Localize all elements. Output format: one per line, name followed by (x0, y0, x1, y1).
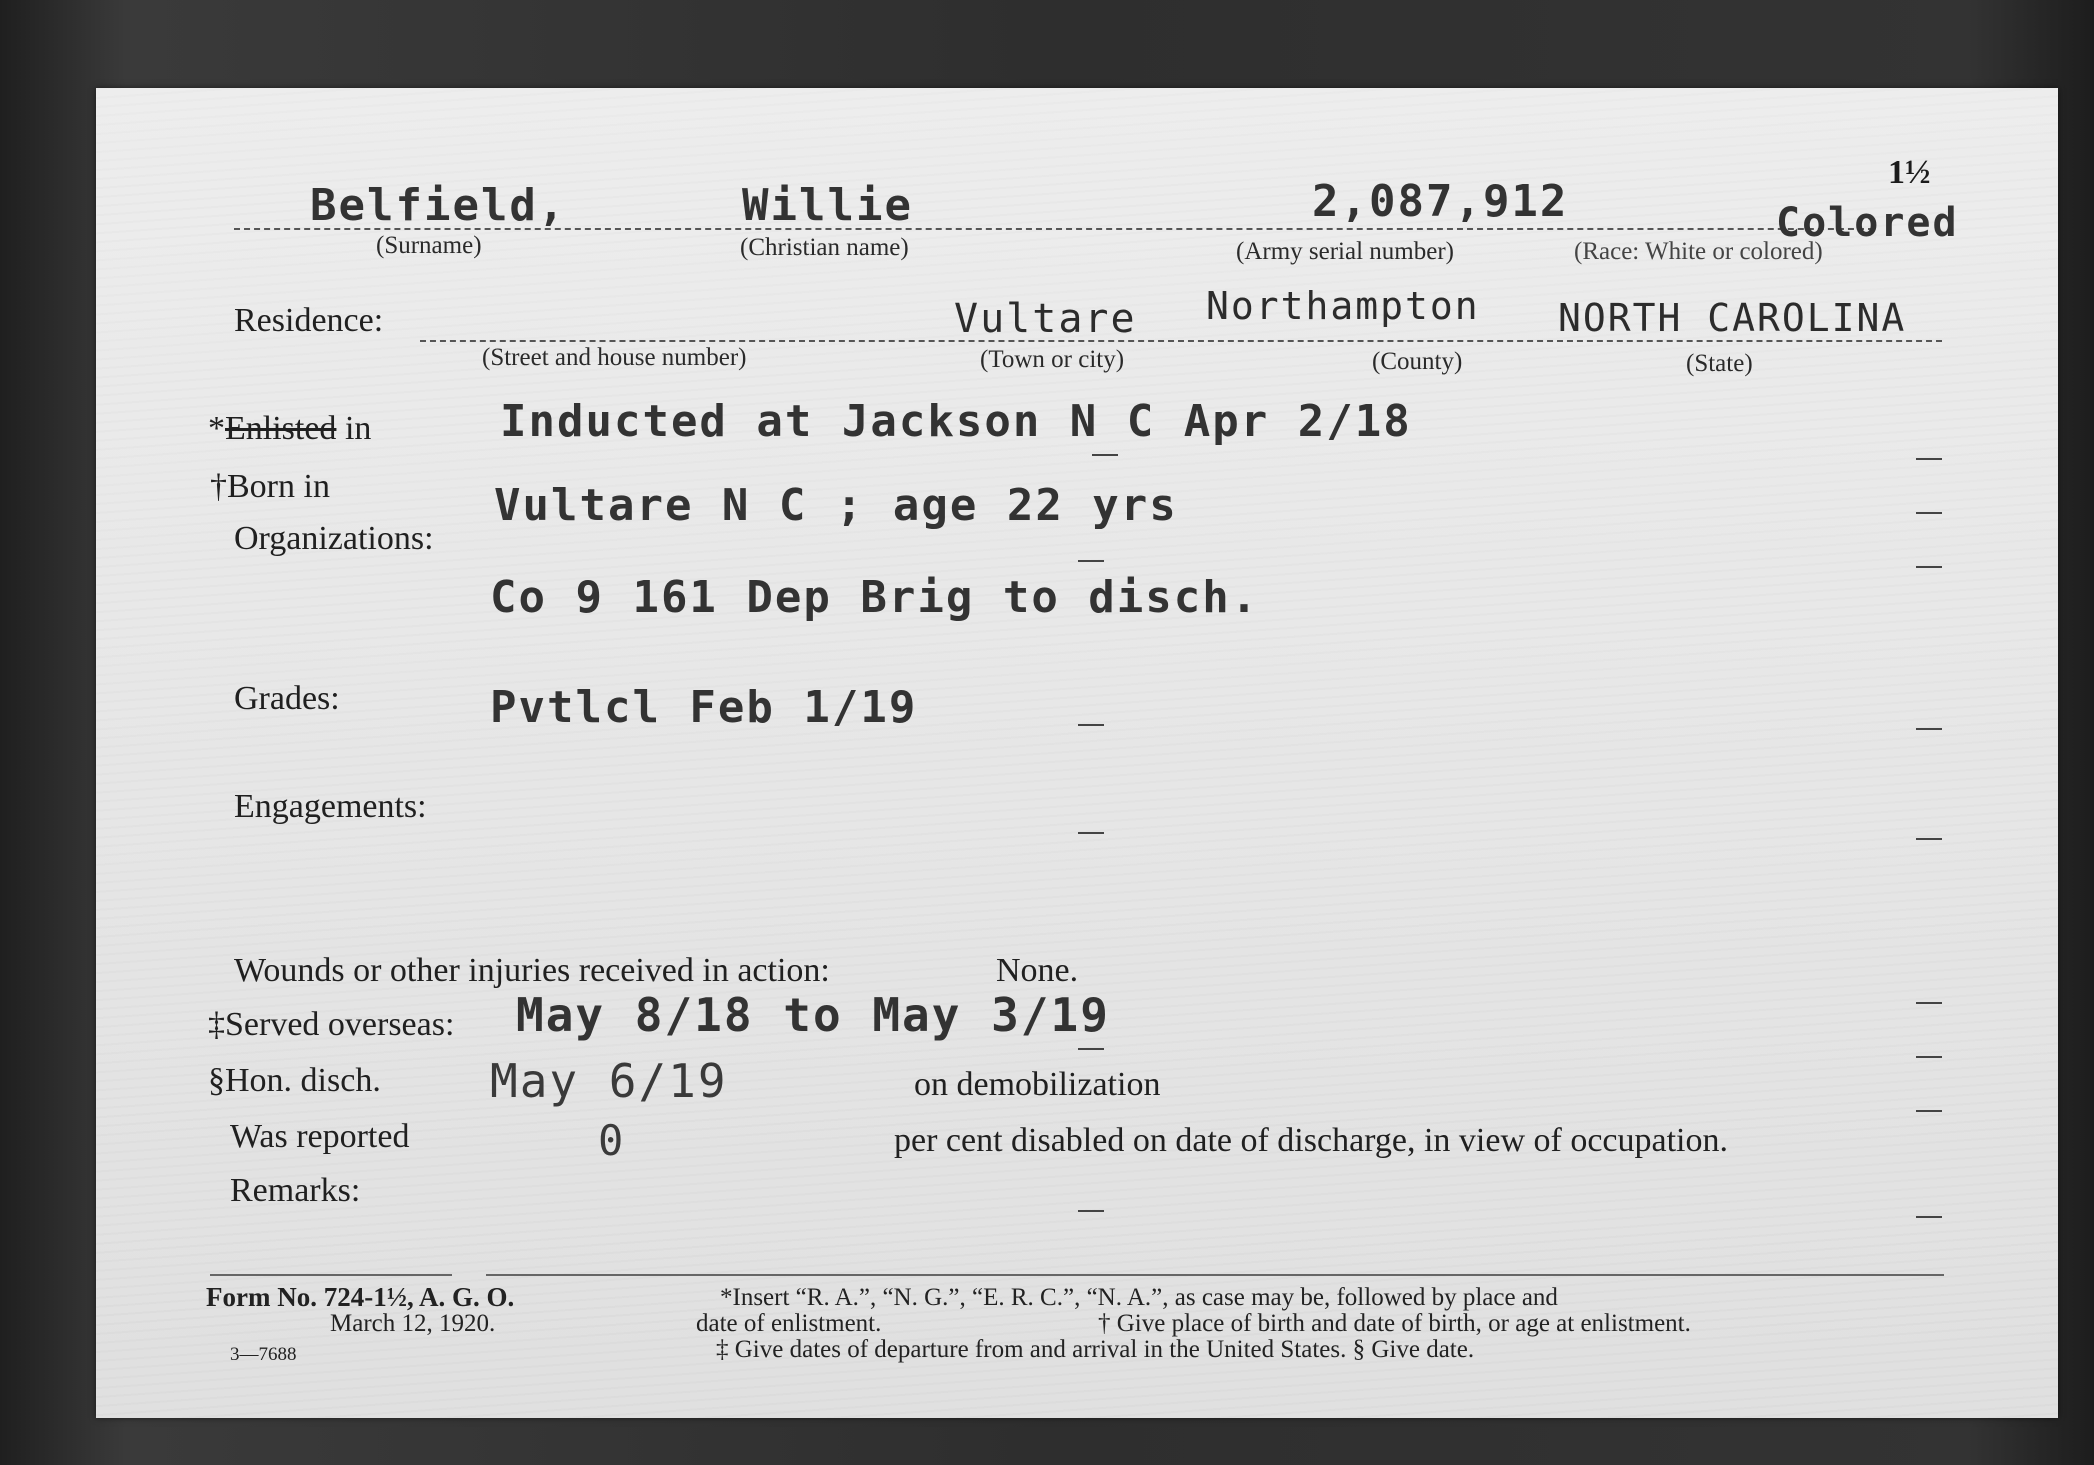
race-value: Colored (1776, 200, 1959, 246)
race-caption: (Race: White or colored) (1574, 238, 1823, 265)
footnote-line-1: *Insert “R. A.”, “N. G.”, “E. R. C.”, “N. A.”, as case may be, followed by place and (720, 1284, 1558, 1311)
residence-town-value: Vultare (954, 296, 1137, 342)
footnote-line-2b: † Give place of birth and date of birth, or age at enlistment. (1098, 1310, 1691, 1337)
footnote-line-2a: date of enlistment. (696, 1310, 882, 1337)
dash-mid-3 (1078, 724, 1104, 726)
christian-name-caption: (Christian name) (740, 234, 909, 261)
hon-disch-label (208, 1062, 381, 1100)
footer-rule-left (210, 1274, 452, 1276)
surname-value: Belfield, (310, 180, 567, 231)
dash-right-5 (1916, 838, 1942, 840)
dash-mid-2 (1078, 560, 1104, 562)
remarks-label: Remarks: (230, 1172, 361, 1209)
born-value: Vultare N C ; age 22 yrs (494, 480, 1178, 531)
residence-state-value: NORTH CAROLINA (1558, 296, 1907, 340)
dash-mid-1 (1092, 454, 1118, 456)
born-label (210, 468, 330, 506)
grades-value: Pvtlcl Feb 1/19 (490, 682, 918, 733)
dash-right-9 (1916, 1216, 1942, 1218)
reported-value: 0 (598, 1116, 626, 1165)
serial-number-caption: (Army serial number) (1236, 238, 1454, 265)
dash-mid-4 (1078, 832, 1104, 834)
dash-mid-6 (1078, 1210, 1104, 1212)
dash-right-1 (1916, 458, 1942, 460)
hon-disch-note: on demobilization (914, 1066, 1161, 1103)
overseas-label (208, 1006, 454, 1044)
overseas-label-text: Served overseas: (225, 1006, 455, 1043)
reported-note: per cent disabled on date of discharge, in view of occupation. (894, 1122, 1728, 1159)
street-caption: (Street and house number) (482, 344, 747, 371)
dash-right-7 (1916, 1056, 1942, 1058)
organizations-label: Organizations: (234, 520, 434, 557)
wounds-value: None. (996, 952, 1079, 989)
dash-mid-5 (1078, 1048, 1104, 1050)
dash-right-4 (1916, 728, 1942, 730)
wounds-label: Wounds or other injuries received in action: (234, 952, 830, 989)
born-mark: † (210, 468, 227, 505)
town-caption: (Town or city) (980, 346, 1125, 373)
enlisted-struck: Enlisted (225, 410, 337, 447)
hon-disch-label-text: Hon. disch. (225, 1062, 381, 1099)
footnote-line-3: ‡ Give dates of departure from and arrival in the United States. § Give date. (716, 1336, 1475, 1363)
enlisted-label (208, 410, 371, 448)
enlisted-value: Inducted at Jackson N C Apr 2/18 (500, 396, 1412, 447)
state-caption: (State) (1686, 350, 1753, 377)
print-code: 3—7688 (230, 1344, 297, 1365)
residence-label: Residence: (234, 302, 384, 339)
residence-dotted-line (420, 340, 1942, 342)
service-record-card (96, 88, 2058, 1418)
organizations-value: Co 9 161 Dep Brig to disch. (490, 572, 1260, 623)
form-number: Form No. 724-1½, A. G. O. (206, 1282, 515, 1312)
county-caption: (County) (1372, 348, 1463, 375)
dash-right-3 (1916, 566, 1942, 568)
surname-caption: (Surname) (376, 232, 482, 259)
dash-right-2 (1916, 512, 1942, 514)
enlisted-in: in (336, 410, 372, 447)
dash-right-6 (1916, 1002, 1942, 1004)
residence-county-value: Northampton (1206, 284, 1480, 328)
enlisted-mark: * (208, 410, 225, 447)
engagements-label: Engagements: (234, 788, 427, 825)
hon-disch-value: May 6/19 (490, 1054, 728, 1108)
overseas-value: May 8/18 to May 3/19 (516, 988, 1110, 1042)
born-label-text: Born in (227, 468, 330, 505)
grades-label: Grades: (234, 680, 340, 717)
overseas-mark: ‡ (208, 1006, 225, 1043)
christian-name-value: Willie (742, 180, 913, 231)
hon-disch-mark: § (208, 1062, 225, 1099)
footer-rule-right (486, 1274, 1944, 1276)
reported-label: Was reported (230, 1118, 410, 1155)
serial-number-value: 2,087,912 (1312, 176, 1569, 227)
form-date: March 12, 1920. (330, 1310, 496, 1337)
card-number: 1½ (1888, 154, 1931, 191)
dash-right-8 (1916, 1110, 1942, 1112)
